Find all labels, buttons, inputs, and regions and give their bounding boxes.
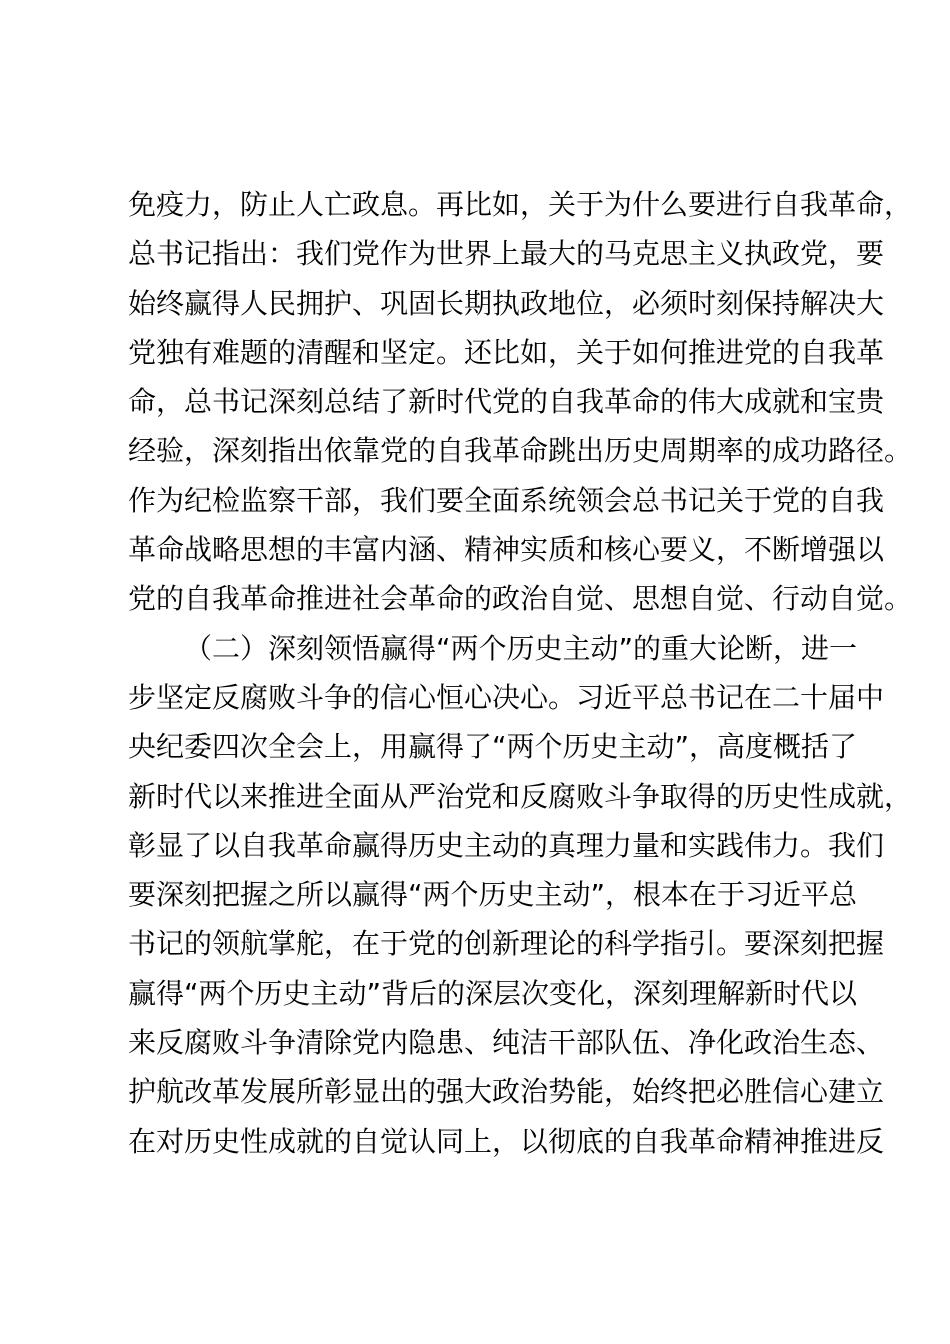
text-line: 护航改革发展所彰显出的强大政治势能，始终把必胜信心建立 [128, 1075, 885, 1109]
text-line: 经验，深刻指出依靠党的自我革命跳出历史周期率的成功路径。 [128, 434, 913, 468]
text-line: 免疫力，防止人亡政息。再比如，关于为什么要进行自我革命， [128, 188, 913, 221]
text-line: 革命战略思想的丰富内涵、精神实质和核心要义，不断增强以 [128, 533, 885, 567]
body-text [128, 180, 913, 1166]
text-line: 书记的领航掌舵，在于党的创新理论的科学指引。要深刻把握 [128, 927, 885, 961]
text-line: 在对历史性成就的自觉认同上，以彻底的自我革命精神推进反 [128, 1124, 885, 1158]
text-line: 总书记指出：我们党作为世界上最大的马克思主义执政党，要 [128, 237, 885, 271]
text-line: 始终赢得人民拥护、巩固长期执政地位，必须时刻保持解决大 [128, 286, 885, 320]
text-line: 新时代以来推进全面从严治党和反腐败斗争取得的历史性成就， [128, 779, 913, 813]
text-line: 央纪委四次全会上，用赢得了“两个历史主动”，高度概括了 [128, 730, 858, 764]
text-line: 彰显了以自我革命赢得历史主动的真理力量和实践伟力。我们 [128, 828, 885, 862]
text-line: 党独有难题的清醒和坚定。还比如，关于如何推进党的自我革 [128, 335, 885, 369]
paragraph-end-line: 党的自我革命推进社会革命的政治自觉、思想自觉、行动自觉。 [128, 582, 913, 616]
text-line: 作为纪检监察干部，我们要全面系统领会总书记关于党的自我 [128, 483, 885, 517]
text-line: 命，总书记深刻总结了新时代党的自我革命的伟大成就和宝贵 [128, 385, 885, 419]
text-line: 赢得“两个历史主动”背后的深层次变化，深刻理解新时代以 [128, 976, 858, 1010]
text-line: 要深刻把握之所以赢得“两个历史主动”，根本在于习近平总 [128, 878, 858, 912]
text-line: 步坚定反腐败斗争的信心恒心决心。习近平总书记在二十届中 [128, 680, 885, 714]
text-line: 来反腐败斗争清除党内隐患、纯洁干部队伍、净化政治生态、 [128, 1026, 885, 1060]
section-heading-line: （二）深刻领悟赢得“两个历史主动”的重大论断，进一 [184, 631, 858, 665]
